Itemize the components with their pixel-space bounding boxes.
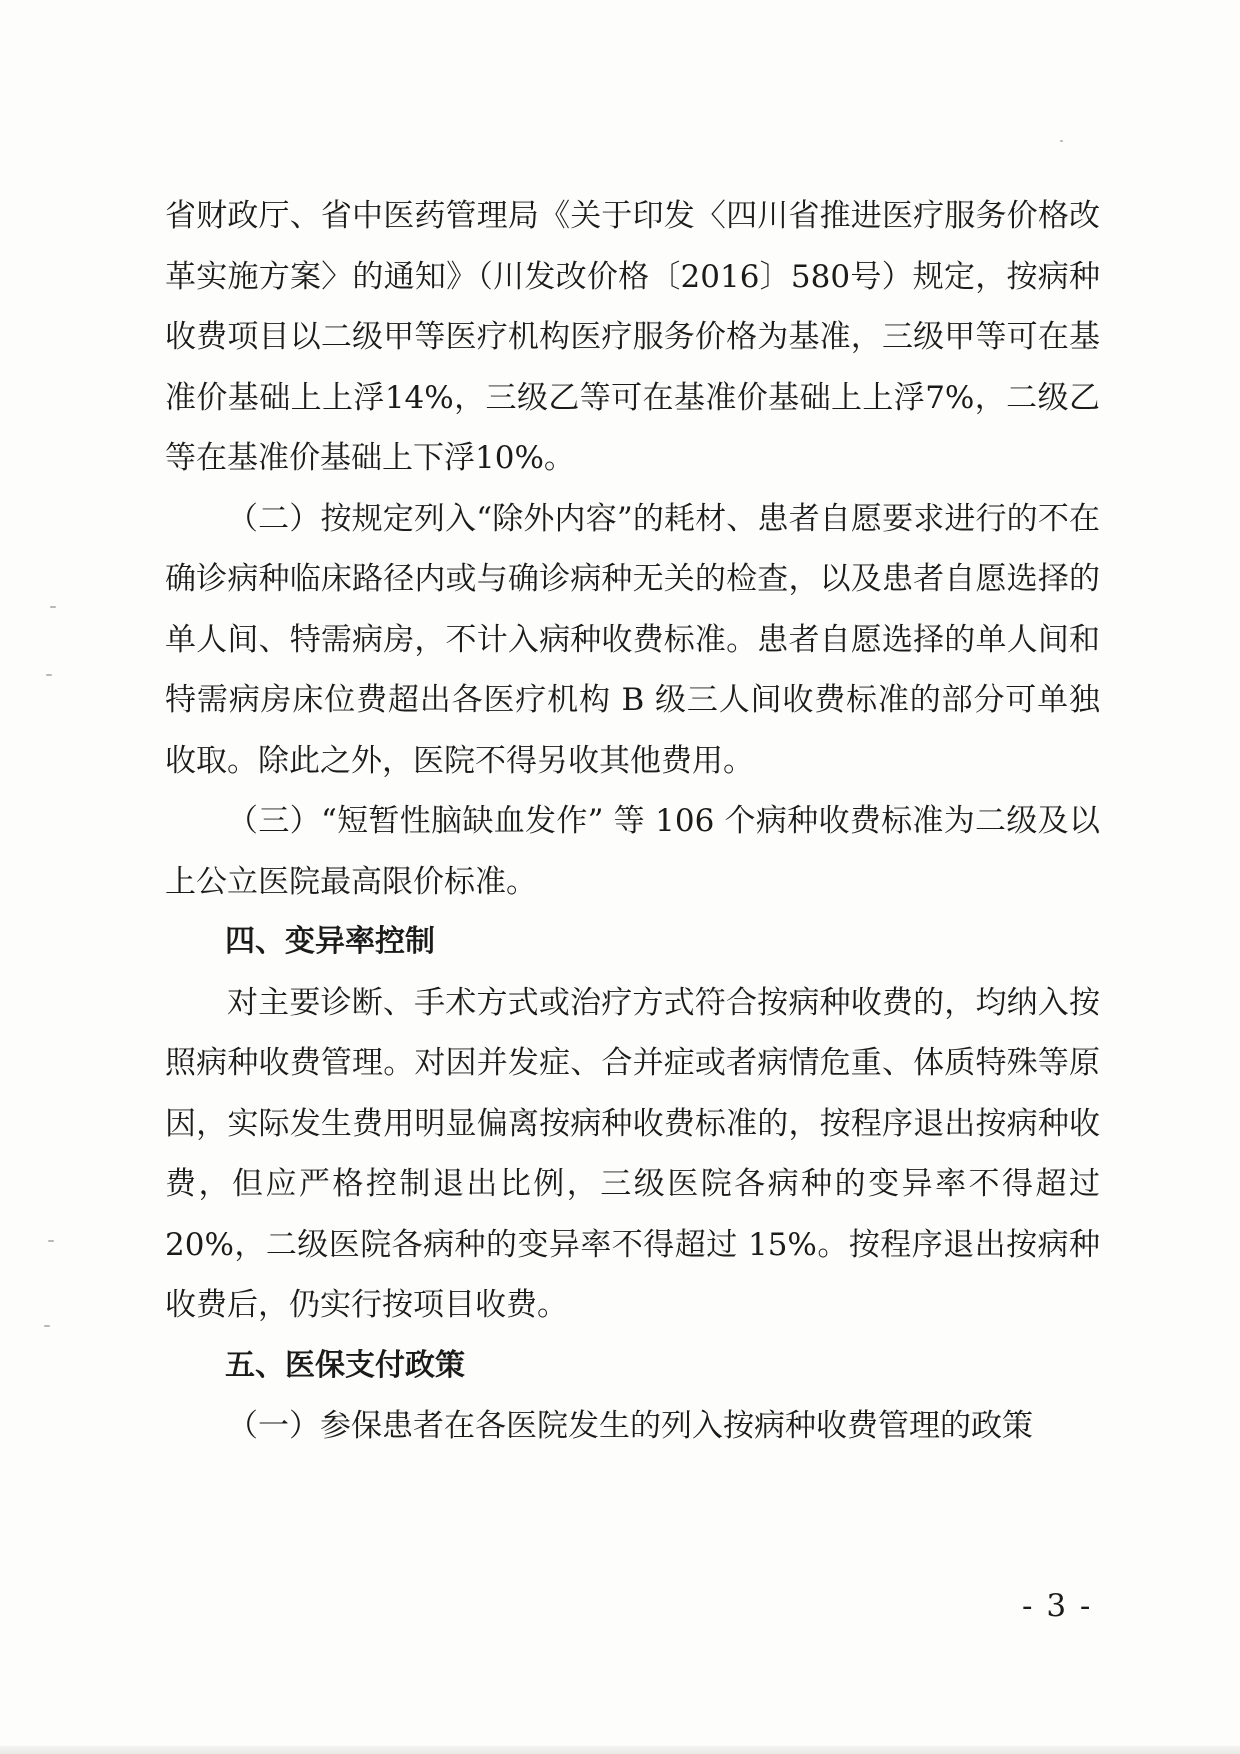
page-bottom-edge — [0, 1746, 1240, 1754]
section-heading-insurance-payment: 五、医保支付政策 — [225, 1347, 465, 1383]
section-heading-variation-rate: 四、变异率控制 — [225, 924, 435, 959]
paragraph-insurance-payment: （一）参保患者在各医院发生的列入按病种收费管理的政策 — [227, 1408, 1033, 1444]
scan-speck — [50, 606, 56, 608]
paragraph-excluded-items: （二）按规定列入“除外内容”的耗材、患者自愿要求进行的不在确诊病种临床路径内或与确诊病种无关的检查，以及患者自愿选择的单人间、特需病房，不计入病种收费标准。患者自愿选择的单人间和特需病房床位费超出各医疗机构 B 级三人间收费标准的部分可单独收取。除此之外，医院不得另收其他费用。 — [165, 500, 1100, 779]
document-body — [165, 186, 1100, 1457]
scan-speck — [48, 1240, 54, 1242]
page-number: - 3 - — [1022, 1588, 1093, 1624]
scan-speck — [44, 1325, 50, 1327]
scan-speck — [46, 674, 52, 676]
paragraph-price-ceiling: （三）“短暂性脑缺血发作” 等 106 个病种收费标准为二级及以上公立医院最高限价标准。 — [165, 803, 1100, 900]
paragraph-pricing-regulation: 省财政厅、省中医药管理局《关于印发〈四川省推进医疗服务价格改革实施方案〉的通知》（川发改价格〔2016〕580号）规定，按病种收费项目以二级甲等医疗机构医疗服务价格为基准，三级甲等可在基准价基础上上浮14%，三级乙等可在基准价基础上上浮7%，二级乙等在基准价基础上下浮10%。 — [165, 198, 1100, 476]
scan-speck — [1060, 140, 1063, 142]
paragraph-variation-rate: 对主要诊断、手术方式或治疗方式符合按病种收费的，均纳入按照病种收费管理。对因并发症、合并症或者病情危重、体质特殊等原因，实际发生费用明显偏离按病种收费标准的，按程序退出按病种收费，但应严格控制退出比例，三级医院各病种的变异率不得超过 20%，二级医院各病种的变异率不得超过 15%。按程序退出按病种收费后，仍实行按项目收费。 — [165, 984, 1100, 1323]
